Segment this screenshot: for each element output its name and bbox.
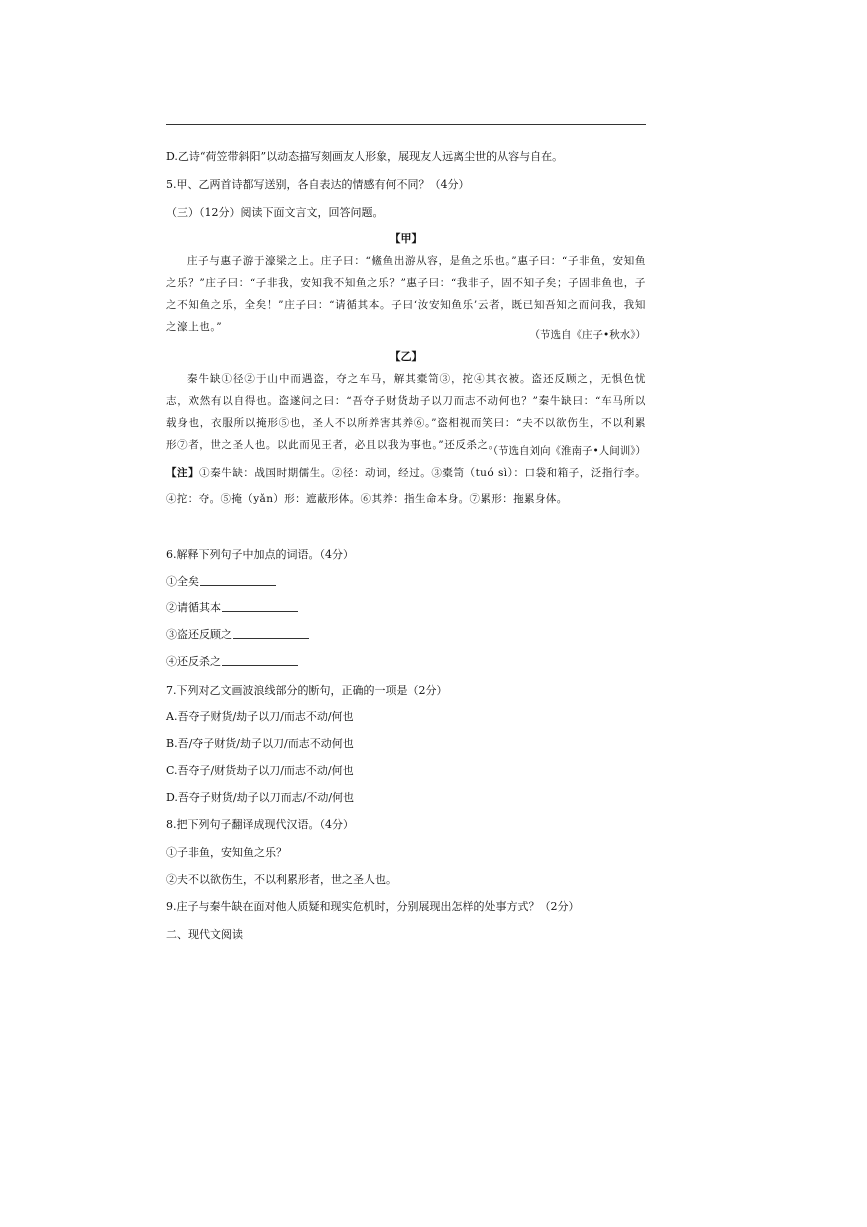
answer-blank[interactable] [222,611,298,612]
answer-blank[interactable] [222,665,298,666]
passage-yi-text: 秦牛缺①径②于山中而遇盗，夺之车马，解其橐笥③，拕④其衣被。盗还反顾之，无惧色忧志，欢然有以自得也。盗遂问之曰：“吾夺子财货劫子以刀而志不动何也？”秦牛缺曰：“车马所以载身也，衣服所以掩形⑤也，圣人不以所养害其养⑥。”盗相视而笑曰：“夫不以欲伤生，不以利累形⑦者，世之圣人也。以此而见王者，必且以我为事也。”还反杀之。 [166,373,646,451]
question-7-option-d: D.吾夺子财货/劫子以刀而志/不动/何也 [166,791,355,804]
question-8-item-2: ②夫不以欲伤生，不以利累形者，世之圣人也。 [166,873,397,886]
question-8-item-1: ①子非鱼，安知鱼之乐？ [166,846,287,859]
question-7-option-a: A.吾夺子财货/劫子以刀/而志不动/何也 [166,710,354,723]
passage-jia-title: 【甲】 [389,232,423,245]
question-7-option-b: B.吾/夺子财货/劫子以刀/而志不动何也 [166,737,354,750]
passage-jia [166,250,646,338]
answer-blank[interactable] [233,638,309,639]
passage-yi-title: 【乙】 [389,350,423,363]
question-6-item-1 [166,575,646,589]
option-d-line: D.乙诗“荷笠带斜阳”以动态描写刻画友人形象，展现友人远离尘世的从容与自在。 [166,150,564,163]
passage-yi [166,368,646,456]
question-6-item-text: ④还反杀之 [166,655,221,668]
section-2-heading: 二、现代文阅读 [166,928,243,941]
section-3-heading: （三）（12分）阅读下面文言文，回答问题。 [166,206,384,219]
question-7-stem: 7.下列对乙文画波浪线部分的断句，正确的一项是（2分） [166,684,448,697]
question-7-option-c: C.吾夺子/财货劫子以刀/而志不动/何也 [166,764,354,777]
passage-jia-source: （节选自《庄子•秋水》） [529,329,646,341]
question-6-item-text: ③盗还反顾之 [166,628,232,641]
annotation-label: 【注】 [166,467,200,479]
question-6-item-3 [166,628,646,642]
annotation-block [166,460,646,512]
answer-blank[interactable] [200,585,276,586]
question-9: 9.庄子与秦牛缺在面对他人质疑和现实危机时，分别展现出怎样的处事方式？（2分） [166,900,580,913]
passage-yi-source: （节选自刘向《淮南子•人间训》） [487,445,646,457]
question-6-item-text: ②请循其本 [166,601,221,614]
question-6-item-text: ①全矣 [166,575,199,588]
header-rule [166,124,646,125]
question-6-item-4 [166,655,646,669]
question-8-stem: 8.把下列句子翻译成现代汉语。（4分） [166,818,354,831]
annotation-text: ①秦牛缺：战国时期儒生。②径：动词，经过。③橐笥（tuó sì）：口袋和箱子，泛指行李。④拕：夺。⑤掩（yǎn）形：遮蔽形体。⑥其养：指生命本身。⑦累形：拖累身体。 [166,467,646,505]
question-5: 5.甲、乙两首诗都写送别，各自表达的情感有何不同？（4分） [166,178,470,191]
passage-jia-text: 庄子与惠子游于濠梁之上。庄子曰：“鯈鱼出游从容，是鱼之乐也。”惠子曰：“子非鱼，安知鱼之乐？”庄子曰：“子非我，安知我不知鱼之乐？”惠子曰：“我非子，固不知子矣；子固非鱼也，子之不知鱼之乐，全矣！”庄子曰：“请循其本。子曰‘汝安知鱼乐’云者，既已知吾知之而问我，我知之濠上也。” [166,255,646,333]
question-6-stem: 6.解释下列句子中加点的词语。（4分） [166,548,354,561]
question-6-item-2 [166,601,646,615]
